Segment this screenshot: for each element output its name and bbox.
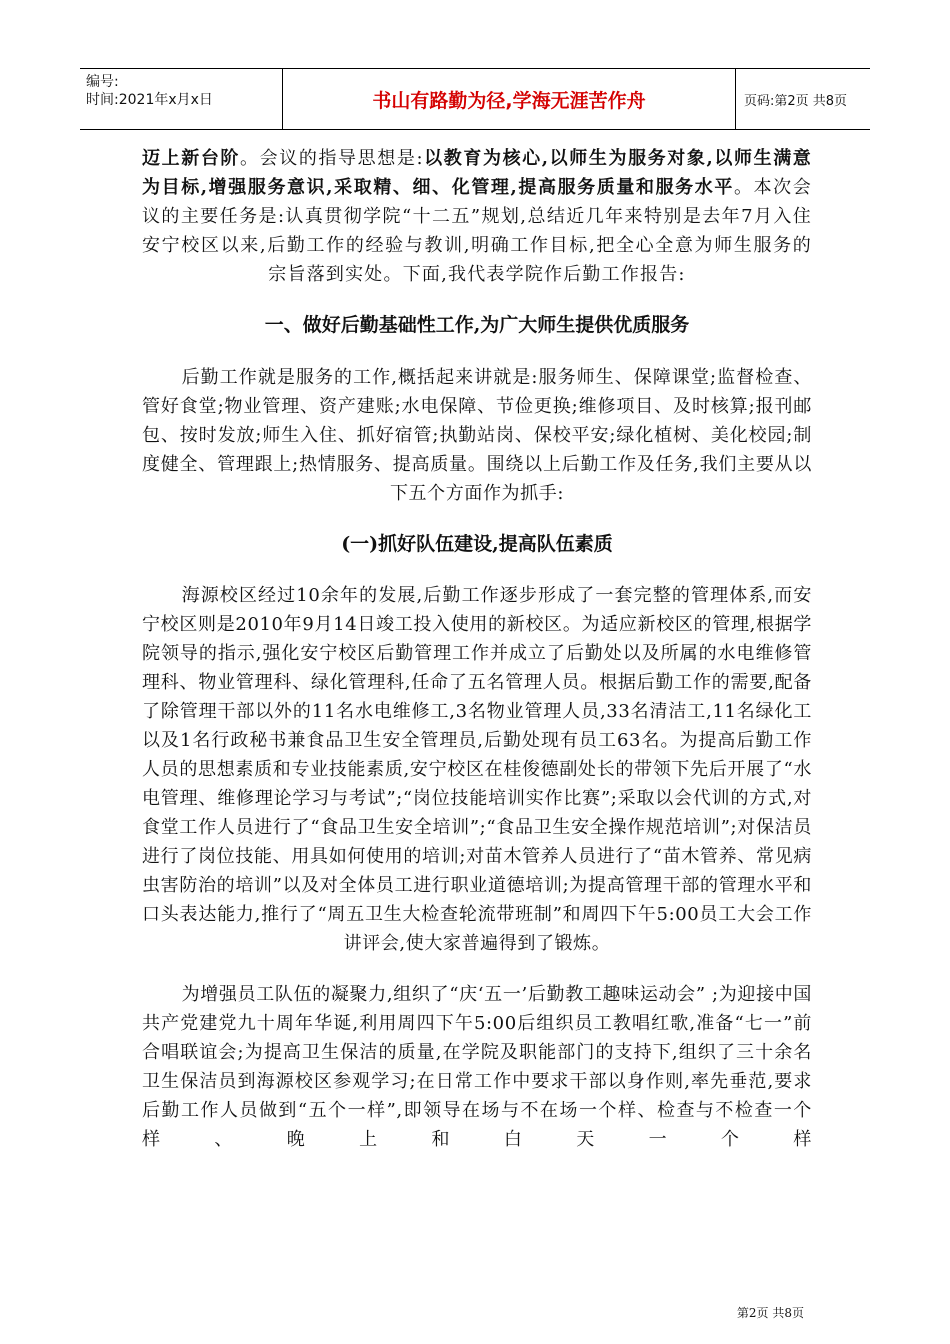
intro-text-a: 。会议的指导思想是: xyxy=(240,148,424,169)
intro-text-b: 。本次会议的主要任务是:认真贯彻学院“十二五”规划,总结近几年来特别是去年7月入住安宁校区以来,后勤工作的经验与教训,明确工作目标,把全心全意为师生服务的宗旨落到实处。下面,我代表学院作后勤工作报告: xyxy=(142,177,812,285)
subsection-1-paragraph-2: 为增强员工队伍的凝聚力,组织了“庆‘五一’后勤教工趣味运动会” ;为迎接中国共产党建党九十周年华诞,利用周四下午5:00后组织员工教唱红歌,准备“七一”前合唱联谊会;为提高卫生保洁的质量,在学院及职能部门的支持下,组织了三十余名卫生保洁员到海源校区参观学习;在日常工作中要求干部以身作则,率先垂范,要求后勤工作人员做到“五个一样”,即领导在场与不在场一个样、检查与不检查一个样、晚上和白天一个样 xyxy=(142,984,812,1150)
section-1-heading: 一、做好后勤基础性工作,为广大师生提供优质服务 xyxy=(264,314,690,336)
intro-paragraph xyxy=(142,144,812,289)
intro-bold-lead: 迈上新台阶 xyxy=(142,148,241,169)
document-time-label: 时间:2021年x月x日 xyxy=(86,92,213,108)
header-motto: 书山有路勤为径,学海无涯苦作舟 xyxy=(282,69,736,129)
subsection-1-heading: (一)抓好队伍建设,提高队伍素质 xyxy=(341,533,613,555)
header-page-number: 页码:第2页 共8页 xyxy=(744,93,848,109)
section-1-paragraph: 后勤工作就是服务的工作,概括起来讲就是:服务师生、保障课堂;监督检查、管好食堂;物业管理、资产建账;水电保障、节俭更换;维修项目、及时核算;报刊邮包、按时发放;师生入住、抓好宿管;执勤站岗、保校平安;绿化植树、美化校园;制度健全、管理跟上;热情服务、提高质量。围绕以上后勤工作及任务,我们主要从以下五个方面作为抓手: xyxy=(142,367,812,504)
document-code-label: 编号: xyxy=(86,74,119,90)
header-meta xyxy=(80,69,282,129)
page-header xyxy=(80,68,870,130)
subsection-1-paragraph-1: 海源校区经过10余年的发展,后勤工作逐步形成了一套完整的管理体系,而安宁校区则是2010年9月14日竣工投入使用的新校区。为适应新校区的管理,根据学院领导的指示,强化安宁校区后勤管理工作并成立了后勤处以及所属的水电维修管理科、物业管理科、绿化管理科,任命了五名管理人员。根据后勤工作的需要,配备了除管理干部以外的11名水电维修工,3名物业管理人员,33名清洁工,11名绿化工以及1名行政秘书兼食品卫生安全管理员,后勤处现有员工63名。为提高后勤工作人员的思想素质和专业技能素质,安宁校区在桂俊德副处长的带领下先后开展了“水电管理、维修理论学习与考试”;“岗位技能培训实作比赛”;采取以会代训的方式,对食堂工作人员进行了“食品卫生安全培训”;“食品卫生安全操作规范培训”;对保洁员进行了岗位技能、用具如何使用的培训;对苗木管养人员进行了“苗木管养、常见病虫害防治的培训”以及对全体员工进行职业道德培训;为提高管理干部的管理水平和口头表达能力,推行了“周五卫生大检查轮流带班制”和周四下午5:00员工大会工作讲评会,使大家普遍得到了锻炼。 xyxy=(142,585,812,954)
page-footer: 第2页 共8页 xyxy=(736,1306,804,1320)
intro-guiding-idea: 以教育为核心,以师生为服务对象,以师生满意为目标,增强服务意识,采取精、细、化管理,提高服务质量和服务水平 xyxy=(142,148,812,198)
document-body xyxy=(142,144,812,1154)
